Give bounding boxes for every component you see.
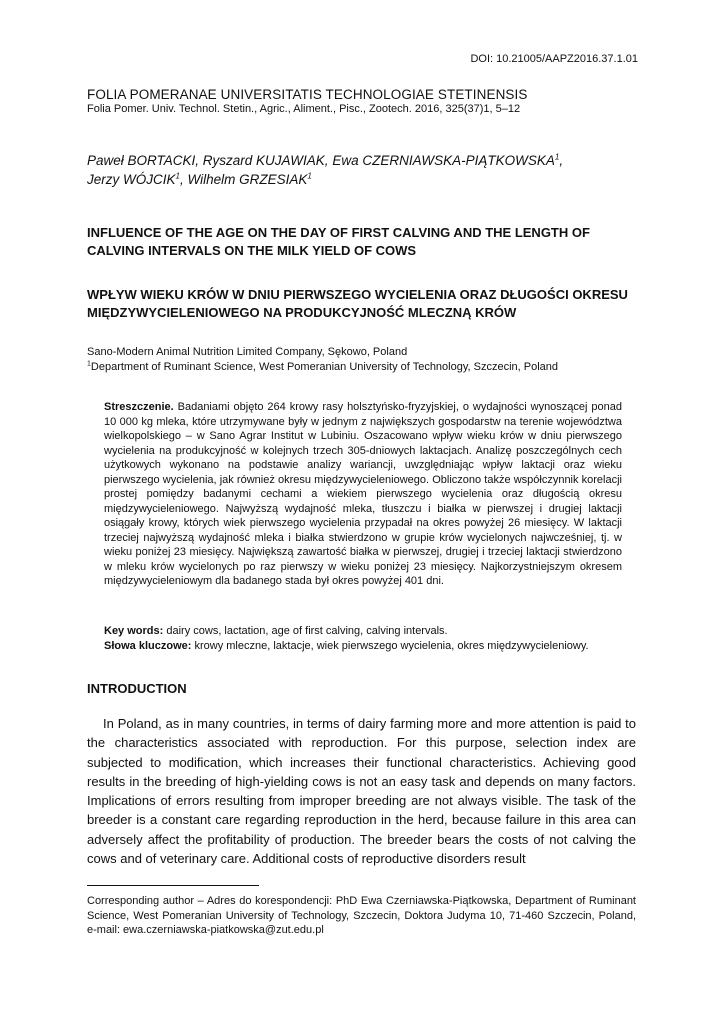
section-heading-introduction: INTRODUCTION bbox=[87, 681, 187, 696]
journal-citation: Folia Pomer. Univ. Technol. Stetin., Agric., Aliment., Pisc., Zootech. 2016, 325(37)1, 5–12 bbox=[87, 103, 521, 115]
author-affil-marker: 1 bbox=[307, 171, 312, 181]
author-list bbox=[87, 151, 647, 189]
title-english: INFLUENCE OF THE AGE ON THE DAY OF FIRST CALVING AND THE LENGTH OF CALVING INTERVALS ON THE MILK YIELD OF COWS bbox=[87, 225, 590, 258]
abstract-label: Streszczenie. bbox=[104, 401, 174, 413]
affiliation-marker: 1 bbox=[87, 359, 91, 367]
affiliation-2-row bbox=[87, 360, 647, 375]
footnote-divider bbox=[87, 885, 259, 886]
doi: DOI: 10.21005/AAPZ2016.37.1.01 bbox=[470, 53, 638, 65]
keywords-en-label: Key words: bbox=[104, 625, 164, 637]
author-affil-marker: 1 bbox=[175, 171, 180, 181]
authors-line2-rest: , Wilhelm GRZESIAK bbox=[179, 172, 308, 187]
authors-line2: Jerzy WÓJCIK bbox=[87, 172, 176, 187]
keywords-pl-text: krowy mleczne, laktacje, wiek pierwszego wycielenia, okres międzywycieleniowy. bbox=[191, 639, 589, 652]
keywords-en-text: dairy cows, lactation, age of first calving, calving intervals. bbox=[163, 625, 448, 637]
title-polish: WPŁYW WIEKU KRÓW W DNIU PIERWSZEGO WYCIELENIA ORAZ DŁUGOŚCI OKRESU MIĘDZYWYCIELENIOWEGO NA PRODUKCYJNOŚĆ MLECZNĄ KRÓW bbox=[87, 287, 628, 320]
abstract-text: Badaniami objęto 264 krowy rasy holsztyńsko-fryzyjskiej, o wydajności wynoszącej ponad 10 000 kg mleka, które utrzymywane były w jednym z największych gospodarstw na terenie województwa wielkopolskiego – w Sano Agrar Institut w Lubiniu. Oszacowano wpływ wieku krów w dniu pierwszego wycielenia na produkcyjność w kolejnych trzech 305-dniowych laktacjach. Analizę poszczególnych cech użytkowych wykonano na podstawie analizy wariancji, uwzględniając wpływ laktacji oraz wieku pierwszego wycielenia, jak również okresu międzywycieleniowego. Obliczono także współczynnik korelacji prostej pomiędzy badanymi cechami a wiekiem pierwszego wycielenia oraz długością okresu międzywycieleniowego. Najwyższą wydajność mleka, tłuszczu i białka w pierwszej i drugiej laktacji osiągały krowy, których wiek pierwszego wycielenia przypadał na okres powyżej 26 miesięcy. W laktacji trzeciej najwyższą wydajność mleka i białka stwierdzono w grupie krów wycielonych najwcześniej, tj. w wieku poniżej 23 miesięcy. Największą zawartość białka w pierwszej, drugiej i trzeciej laktacji stwierdzono w mleku krów wycielonych po raz pierwszy w wieku poniżej 23 miesięcy. Najkorzystniejszym okresem międzywycieleniowym dla badanego stada był okres powyżej 401 dni. bbox=[104, 401, 622, 587]
author-affil-marker: 1 bbox=[554, 152, 560, 162]
journal-title: FOLIA POMERANAE UNIVERSITATIS TECHNOLOGIAE STETINENSIS bbox=[87, 87, 528, 102]
introduction-paragraph: In Poland, as in many countries, in terms of dairy farming more and more attention is paid to the characteristics associated with reproduction. For this purpose, selection index are subjected to modification, which increases their functional characteristics. Achieving good results in the breeding of high-yielding cows is not an easy task and depends on many factors. Implications of errors resulting from improper breeding are not always visible. The task of the breeder is a constant care regarding reproduction in the herd, because failure in this area can adversely affect the profitability of production. The breeder bears the costs of not calving the cows and of veterinary care. Additional costs of reproductive disorders result bbox=[87, 716, 636, 867]
affiliation-2: Department of Ruminant Science, West Pomeranian University of Technology, Szczecin, Poland bbox=[90, 360, 559, 373]
authors-separator: , bbox=[559, 153, 564, 168]
abstract bbox=[104, 400, 622, 589]
keywords-pl-label: Słowa kluczowe: bbox=[104, 639, 192, 652]
keywords-block bbox=[104, 624, 644, 653]
corresponding-author-footnote: Corresponding author – Adres do korespondencji: PhD Ewa Czerniawska-Piątkowska, Department of Ruminant Science, West Pomeranian University of Technology, Szczecin, Doktora Judyma 10, 71-460 Szczecin, Poland, e-mail: ewa.czerniawska-piatkowska@zut.edu.pl bbox=[87, 895, 636, 936]
keywords-polish bbox=[104, 639, 644, 654]
affiliations bbox=[87, 345, 647, 374]
keywords-english bbox=[104, 624, 644, 639]
affiliation-1: Sano-Modern Animal Nutrition Limited Company, Sękowo, Poland bbox=[87, 346, 408, 358]
authors-line1: Paweł BORTACKI, Ryszard KUJAWIAK, Ewa CZERNIAWSKA-PIĄTKOWSKA bbox=[87, 153, 555, 168]
